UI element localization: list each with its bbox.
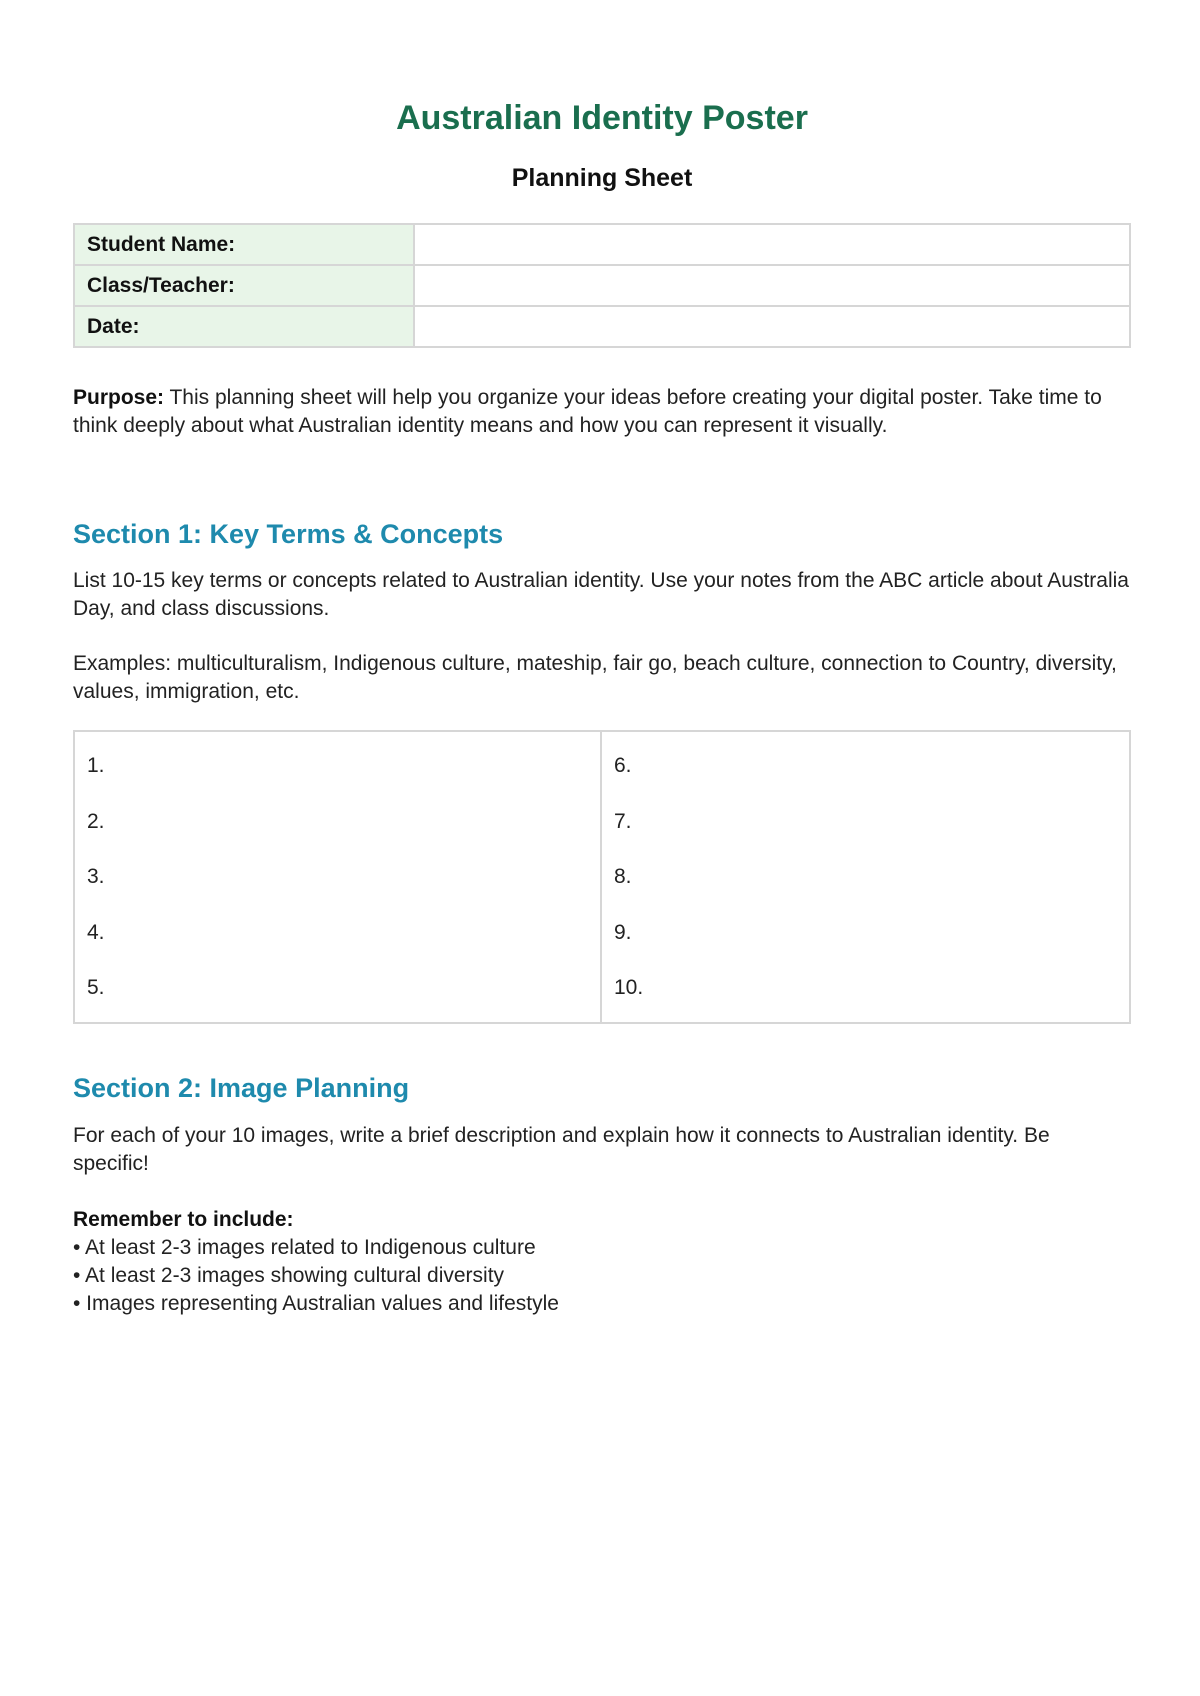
remember-list: [73, 1234, 1131, 1318]
date-label: Date:: [74, 306, 414, 347]
remember-heading: Remember to include:: [73, 1208, 294, 1231]
key-term-item[interactable]: 5.: [87, 976, 105, 999]
key-term-item[interactable]: 8.: [614, 865, 632, 888]
purpose-paragraph: [73, 384, 1131, 440]
purpose-text: This planning sheet will help you organize your ideas before creating your digital poster. Take time to think deeply about what Australian identity means and how you can represent it visually.: [73, 386, 1102, 437]
key-terms-table: [73, 730, 1131, 1024]
section-1-heading: Section 1: Key Terms & Concepts: [73, 519, 504, 549]
student-name-label: Student Name:: [74, 224, 414, 265]
key-terms-right-column: [602, 732, 1129, 1022]
list-item: • Images representing Australian values and lifestyle: [73, 1292, 559, 1315]
section-2-heading: Section 2: Image Planning: [73, 1073, 410, 1103]
key-term-item[interactable]: 4.: [87, 920, 105, 944]
key-term-item[interactable]: 9.: [614, 920, 632, 944]
page-title: Australian Identity Poster: [396, 99, 808, 137]
class-teacher-field[interactable]: [414, 265, 1130, 306]
key-term-item[interactable]: 2.: [87, 809, 105, 833]
page-subtitle: Planning Sheet: [511, 164, 693, 192]
key-term-item[interactable]: 3.: [87, 865, 105, 888]
section-1-examples: Examples: multiculturalism, Indigenous culture, mateship, fair go, beach culture, connection to Country, diversity, values, immigration, etc.: [73, 652, 1117, 703]
class-teacher-label: Class/Teacher:: [74, 265, 414, 306]
key-term-item[interactable]: 7.: [614, 809, 632, 833]
key-term-item[interactable]: 10.: [614, 976, 644, 999]
key-terms-left-column: [75, 732, 602, 1022]
key-term-item[interactable]: 1.: [87, 754, 105, 777]
section-2-instructions: For each of your 10 images, write a brief description and explain how it connects to Australian identity. Be specific!: [73, 1124, 1050, 1175]
key-term-item[interactable]: 6.: [614, 754, 632, 777]
remember-block: [73, 1206, 1131, 1318]
student-info-table: [73, 223, 1131, 348]
list-item: • At least 2-3 images showing cultural diversity: [73, 1264, 505, 1287]
purpose-label: Purpose:: [73, 386, 165, 409]
date-row: [74, 306, 1130, 347]
student-name-field[interactable]: [414, 224, 1130, 265]
list-item: • At least 2-3 images related to Indigenous culture: [73, 1236, 536, 1259]
section-1-instructions: List 10-15 key terms or concepts related to Australian identity. Use your notes from the ABC article about Australia Day, and class discussions.: [73, 569, 1129, 620]
class-teacher-row: [74, 265, 1130, 306]
student-name-row: [74, 224, 1130, 265]
date-field[interactable]: [414, 306, 1130, 347]
